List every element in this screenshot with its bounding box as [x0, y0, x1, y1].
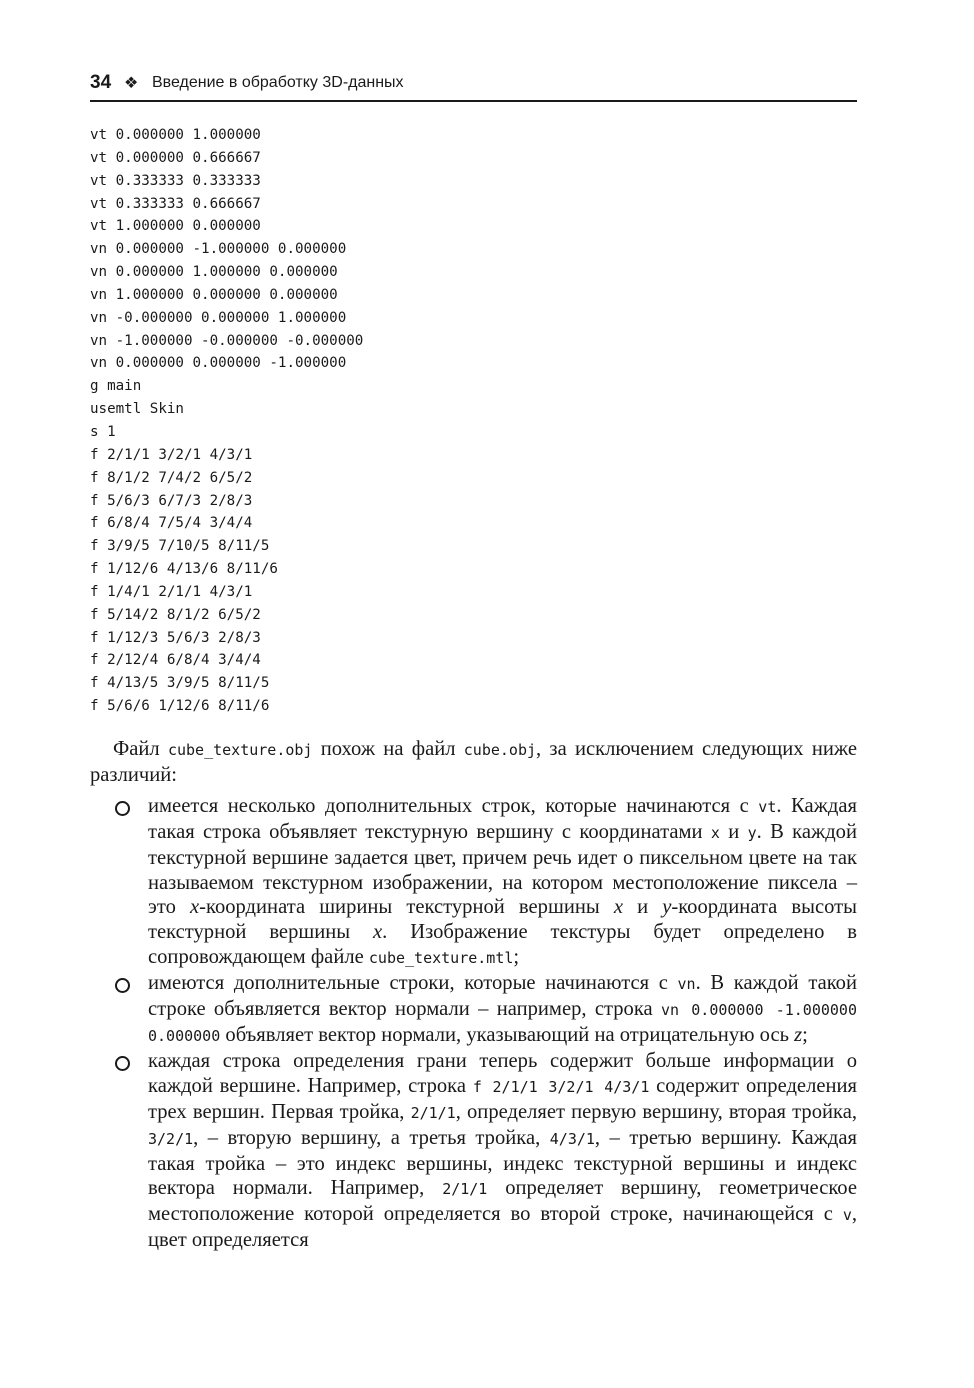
- filename-code: cube.obj: [463, 741, 537, 759]
- code-listing: [90, 124, 363, 718]
- code-line: s 1: [90, 423, 116, 440]
- code-line: f 8/1/2 7/4/2 6/5/2: [90, 469, 253, 486]
- code-line: f 6/8/4 7/5/4 3/4/4: [90, 515, 253, 532]
- code-line: vn 0.000000 1.000000 0.000000: [90, 264, 338, 281]
- code-line: vt 0.000000 0.666667: [90, 149, 261, 166]
- code-line: f 5/14/2 8/1/2 6/5/2: [90, 606, 261, 623]
- code-line: f 5/6/6 1/12/6 8/11/6: [90, 698, 270, 715]
- differences-list: [90, 794, 857, 1253]
- code-line: vn -0.000000 0.000000 1.000000: [90, 309, 347, 326]
- circle-bullet-icon: [115, 978, 130, 993]
- code-line: vn 1.000000 0.000000 0.000000: [90, 286, 338, 303]
- code-line: usemtl Skin: [90, 401, 184, 418]
- code-line: f 5/6/3 6/7/3 2/8/3: [90, 492, 253, 509]
- code-line: f 4/13/5 3/9/5 8/11/5: [90, 675, 270, 692]
- code-line: vn 0.000000 0.000000 -1.000000: [90, 355, 347, 372]
- list-item: каждая строка определения грани теперь содержит больше информации о каждой вершине. Например, строка f 2/1/1 3/2/1 4/3/1 содержит определения трех вершин. Первая тройка, 2/1/1, определяет первую вершину, вторая тройка, 3/2/1, – вторую вершину, а третья тройка, 4/3/1, – третью вершину. Каждая такая тройка – это индекс вершины, индекс текстурной вершины и индекс вектора нормали. Например, 2/1/1 определяет вершину, геометрическое местоположение которой определяется во второй строке, начинающейся с v, цвет определяется: [90, 1049, 857, 1253]
- code-line: f 1/12/3 5/6/3 2/8/3: [90, 629, 261, 646]
- body-text: [90, 737, 857, 1253]
- code-line: vt 0.000000 1.000000: [90, 127, 261, 143]
- circle-bullet-icon: [115, 1056, 130, 1071]
- code-line: g main: [90, 378, 142, 395]
- running-header: [90, 70, 857, 102]
- code-line: vt 0.333333 0.333333: [90, 172, 261, 189]
- chapter-title: Введение в обработку 3D-данных: [152, 74, 404, 91]
- code-line: vn 0.000000 -1.000000 0.000000: [90, 241, 347, 258]
- code-line: vn -1.000000 -0.000000 -0.000000: [90, 332, 364, 349]
- code-line: f 1/4/1 2/1/1 4/3/1: [90, 583, 253, 600]
- ornament-icon: ❖: [124, 75, 139, 92]
- circle-bullet-icon: [115, 801, 130, 816]
- code-line: vt 0.333333 0.666667: [90, 195, 261, 212]
- code-line: f 2/12/4 6/8/4 3/4/4: [90, 652, 261, 669]
- list-item: имеются дополнительные строки, которые начинаются с vn. В каждой такой строке объявляется вектор нормали – например, строка vn 0.000000 -1.000000 0.000000 объявляет вектор нормали, указывающий на отрицательную ось z;: [90, 971, 857, 1049]
- code-line: f 2/1/1 3/2/1 4/3/1: [90, 446, 253, 463]
- list-item: имеется несколько дополнительных строк, которые начинаются с vt. Каждая такая строка объявляет текстурную вершину с координатами x и y. В каждой текстурной вершине задается цвет, причем речь идет о пиксельном цвете на так называемом текстурном изображении, на котором местоположение пиксела – это x-координата ширины текстурной вершины x и y-координата высоты текстурной вершины x. Изображение текстуры будет определено в сопровождающем файле cube_texture.mtl;: [90, 794, 857, 971]
- code-line: f 3/9/5 7/10/5 8/11/5: [90, 538, 270, 555]
- page-number: 34: [90, 72, 112, 93]
- code-line: f 1/12/6 4/13/6 8/11/6: [90, 561, 278, 578]
- intro-paragraph: Файл cube_texture.obj похож на файл cube.obj, за исключением следующих ниже различий:: [90, 738, 857, 786]
- filename-code: cube_texture.obj: [167, 741, 313, 759]
- code-line: vt 1.000000 0.000000: [90, 218, 261, 235]
